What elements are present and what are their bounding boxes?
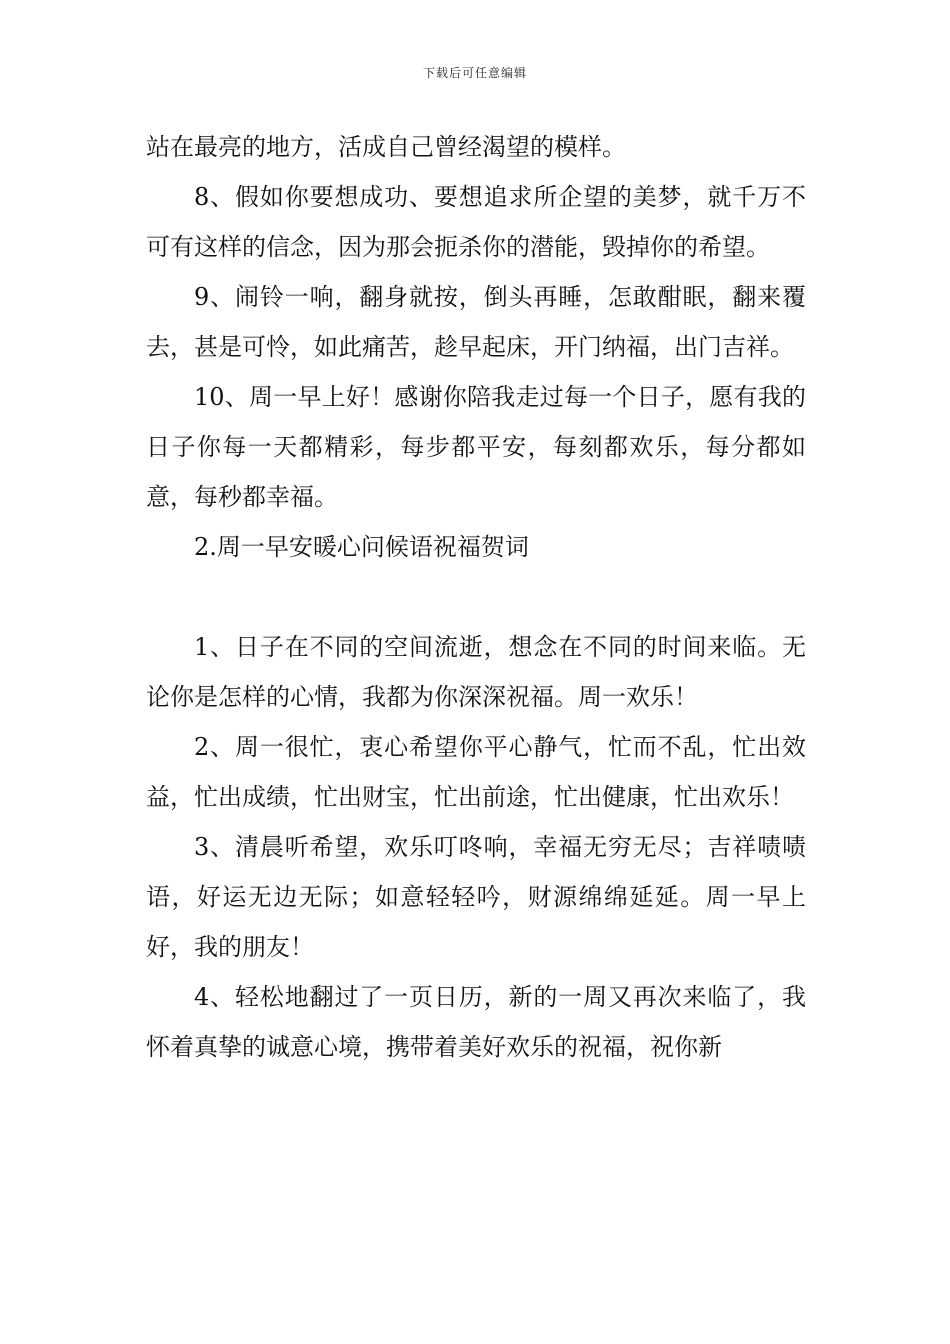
paragraph-item-8: 8、假如你要想成功、要想追求所企望的美梦，就千万不可有这样的信念，因为那会扼杀你的潜能，毁掉你的希望。 (146, 183, 806, 261)
paragraph-item-9: 9、闹铃一响，翻身就按，倒头再睡，怎敢酣眠，翻来覆去，甚是可怜，如此痛苦，趁早起床，开门纳福，出门吉祥。 (146, 283, 806, 361)
section-item-1: 1、日子在不同的空间流逝，想念在不同的时间来临。无论你是怎样的心情，我都为你深深祝福。周一欢乐！ (146, 633, 806, 711)
header-note: 下载后可任意编辑 (422, 66, 527, 80)
paragraph-item-10: 10、周一早上好！感谢你陪我走过每一个日子，愿有我的日子你每一天都精彩，每步都平安，每刻都欢乐，每分都如意，每秒都幸福。 (146, 383, 806, 511)
section-title: 2.周一早安暖心问候语祝福贺词 (194, 533, 529, 561)
section-spacer (146, 572, 806, 622)
paragraph-continuation: 站在最亮的地方，活成自己曾经渴望的模样。 (146, 133, 626, 161)
section-item-4: 4、轻松地翻过了一页日历，新的一周又再次来临了，我怀着真挚的诚意心境，携带着美好欢乐的祝福，祝你新 (146, 983, 806, 1061)
section-item-3: 3、清晨听希望，欢乐叮咚响，幸福无穷无尽；吉祥啧啧语，好运无边无际；如意轻轻吟，财源绵绵延延。周一早上好，我的朋友！ (146, 833, 806, 961)
document-body (146, 122, 806, 1072)
section-item-2: 2、周一很忙，衷心希望你平心静气，忙而不乱，忙出效益，忙出成绩，忙出财宝，忙出前途，忙出健康，忙出欢乐！ (146, 733, 806, 811)
